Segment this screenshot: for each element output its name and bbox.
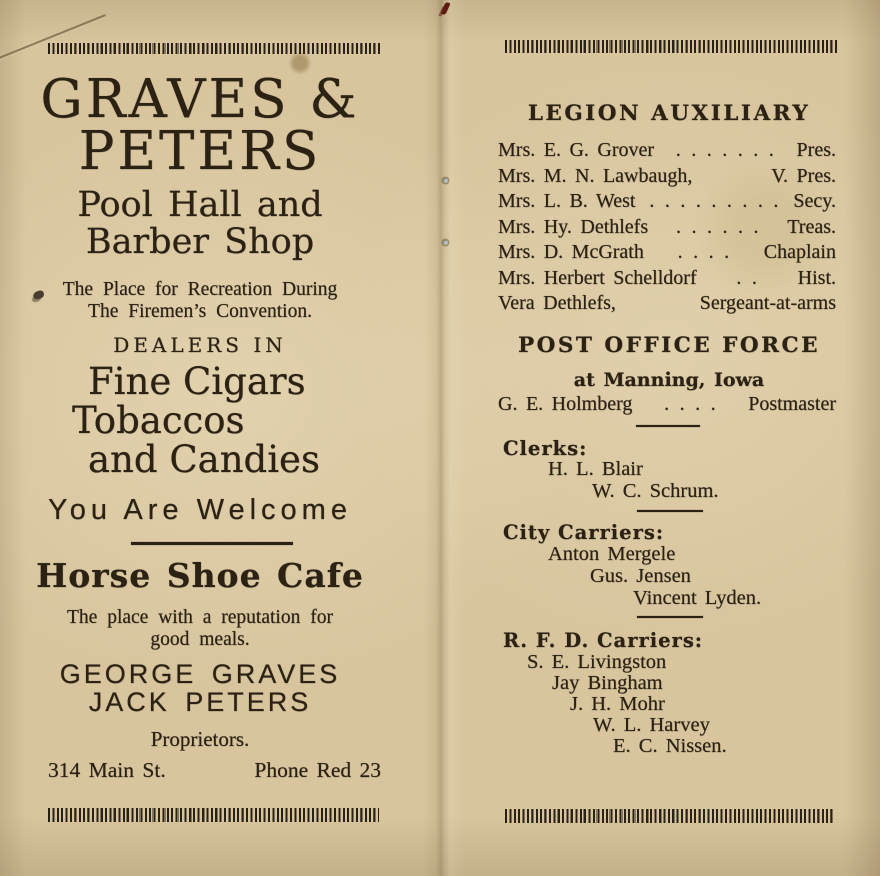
- phone-number: Phone Red 23: [254, 758, 381, 782]
- auxiliary-roster-row: [498, 139, 836, 161]
- cafe-tagline-line2: good meals.: [150, 629, 250, 650]
- member-name: Mrs. Hy. Dethlefs: [498, 215, 649, 238]
- member-title: Postmaster: [748, 393, 836, 415]
- tagline-line1: The Place for Recreation During: [62, 279, 338, 300]
- product-line: and Candies: [88, 438, 320, 481]
- member-name: Mrs. E. G. Grover: [498, 139, 655, 161]
- owner-name-line1: GEORGE GRAVES: [59, 659, 341, 689]
- divider-rule: [131, 542, 293, 545]
- member-name: Mrs. D. McGrath: [498, 241, 644, 263]
- business-name-line2: PETERS: [78, 121, 322, 182]
- member-name: Mrs. L. B. West: [498, 190, 636, 212]
- section-rule: [637, 616, 703, 618]
- post-office-location: at Manning, Iowa: [573, 369, 765, 391]
- owner-name-line2: JACK PETERS: [88, 687, 312, 717]
- carrier-name: Jay Bingham: [552, 672, 663, 694]
- carrier-name: Vincent Lyden.: [633, 587, 762, 609]
- member-title: Sergeant-at-arms: [699, 292, 836, 314]
- dot-leader: . . . .: [677, 241, 731, 263]
- auxiliary-roster-row: [498, 165, 836, 187]
- member-name: Mrs. Herbert Schelldorf: [498, 266, 697, 289]
- section-rule: [636, 425, 700, 427]
- business-name-line1: GRAVES &: [40, 69, 360, 130]
- address-phone-row: [48, 758, 381, 782]
- auxiliary-roster-row: [498, 241, 836, 263]
- carrier-name: Gus. Jensen: [590, 565, 691, 587]
- dot-leader: . . . .: [664, 393, 717, 415]
- dot-leader: . . . . . .: [675, 215, 760, 238]
- post-office-heading: POST OFFICE FORCE: [517, 333, 821, 358]
- street-address: 314 Main St.: [48, 758, 166, 782]
- auxiliary-roster-row: [498, 292, 836, 314]
- member-name: Vera Dethlefs,: [498, 292, 616, 314]
- page-fold: [424, 0, 472, 876]
- decorative-border-top-right: [505, 40, 838, 53]
- staple-mark: [443, 240, 448, 245]
- clerk-name: W. C. Schrum.: [592, 480, 719, 502]
- clerks-label: Clerks:: [503, 437, 588, 460]
- decorative-border-top-left: [48, 43, 380, 54]
- member-name: Mrs. M. N. Lawbaugh,: [498, 164, 693, 187]
- carrier-name: S. E. Livingston: [527, 651, 667, 673]
- city-carriers-label: City Carriers:: [503, 521, 665, 544]
- member-name: G. E. Holmberg: [498, 393, 633, 415]
- auxiliary-roster-row: [498, 190, 836, 212]
- dot-leader: . . . . . . . . .: [649, 190, 780, 212]
- carrier-name: W. L. Harvey: [593, 714, 710, 736]
- auxiliary-heading: LEGION AUXILIARY: [527, 101, 811, 126]
- carrier-name: J. H. Mohr: [570, 693, 665, 715]
- rfd-carriers-label: R. F. D. Carriers:: [503, 629, 704, 652]
- red-pen-mark: [441, 2, 451, 16]
- product-line: Fine Cigars: [88, 360, 306, 403]
- clerk-name: H. L. Blair: [548, 458, 643, 480]
- member-title: Secy.: [793, 190, 836, 212]
- dealers-heading: DEALERS IN: [113, 333, 287, 357]
- cafe-tagline-line1: The place with a reputation for: [67, 607, 333, 628]
- member-title: Chaplain: [763, 241, 836, 263]
- staple-mark: [443, 178, 448, 183]
- auxiliary-roster-row: [498, 267, 836, 289]
- tagline-line2: The Firemen’s Convention.: [88, 301, 312, 322]
- dot-leader: . . . . . . .: [675, 139, 775, 161]
- member-title: Treas.: [787, 215, 836, 238]
- decorative-border-bottom-left: [48, 808, 379, 822]
- carrier-name: E. C. Nissen.: [613, 735, 727, 757]
- cafe-name: Horse Shoe Cafe: [36, 556, 364, 595]
- welcome-text: You Are Welcome: [48, 494, 352, 526]
- business-type-line2: Barber Shop: [85, 222, 315, 262]
- section-rule: [637, 510, 703, 512]
- postmaster-row: [498, 393, 836, 415]
- decorative-border-bottom-right: [505, 809, 835, 823]
- dot-leader: . .: [736, 266, 758, 289]
- member-title: V. Pres.: [771, 164, 836, 187]
- business-type-line1: Pool Hall and: [77, 185, 323, 225]
- member-title: Pres.: [796, 139, 836, 161]
- product-line: Tobaccos: [72, 399, 245, 442]
- carrier-name: Anton Mergele: [548, 543, 676, 565]
- member-title: Hist.: [797, 266, 836, 289]
- proprietors-label: Proprietors.: [150, 727, 250, 751]
- auxiliary-roster-row: [498, 216, 836, 238]
